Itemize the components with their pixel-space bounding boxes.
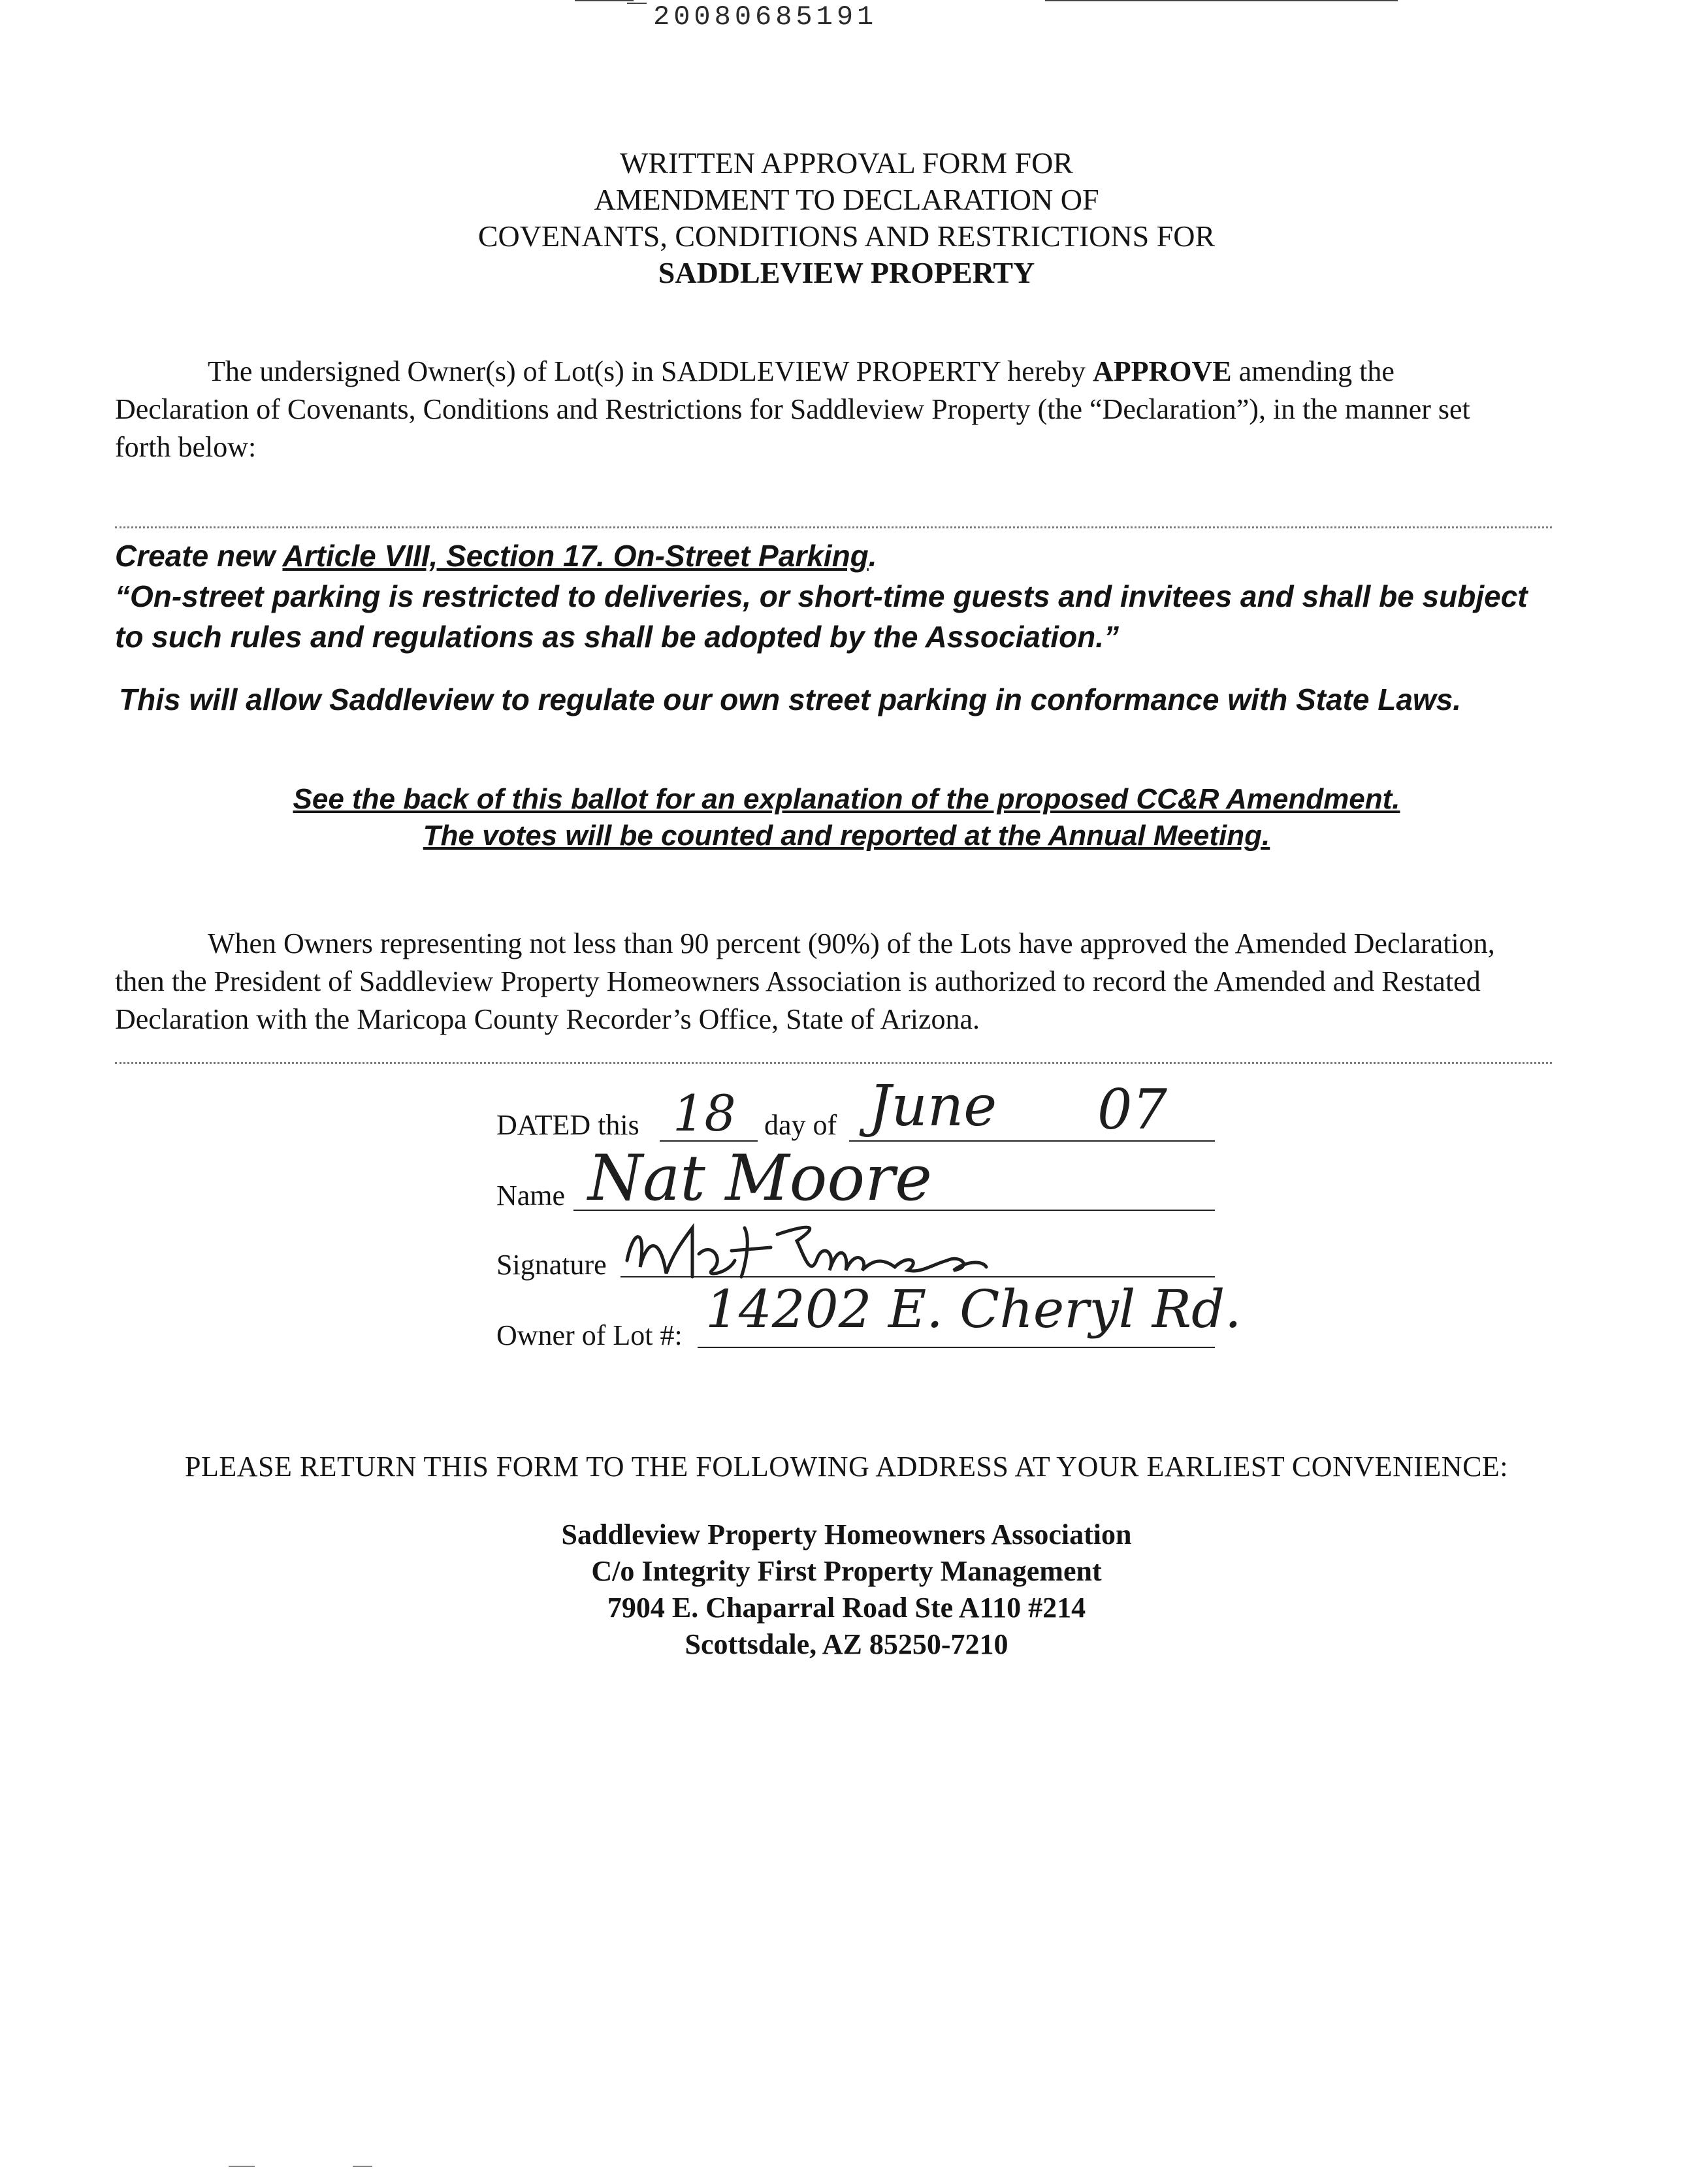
address-line-2: C/o Integrity First Property Management [591,1555,1102,1587]
intro-text-before: The undersigned Owner(s) of Lot(s) in SADDLEVIEW PROPERTY hereby [208,355,1093,387]
lot-value: 14202 E. Cheryl Rd. [705,1279,1242,1340]
top-scan-rule-short [627,3,647,4]
amendment-lead: Create new [115,539,283,573]
day-value: 18 [673,1084,736,1142]
amendment-article: Article VIII, Section 17. On-Street Parking [282,539,869,573]
document-number: 20080685191 [653,1,878,33]
title-line-4: SADDLEVIEW PROPERTY [658,256,1035,289]
signature-label: Signature [496,1249,607,1281]
divider-top [115,526,1552,528]
address-line-3: 7904 E. Chaparral Road Ste A110 #214 [607,1592,1086,1624]
month-value: June [869,1074,997,1139]
title-line-3: COVENANTS, CONDITIONS AND RESTRICTIONS FOR [477,219,1216,253]
address-line-4: Scottsdale, AZ 85250-7210 [685,1628,1008,1660]
intro-paragraph [115,353,1506,466]
amendment-block [115,536,1539,657]
top-scan-rule-left [575,0,634,1]
amendment-purpose: This will allow Saddleview to regulate our own street parking in conformance with State Laws. [119,682,1462,716]
lot-label: Owner of Lot #: [496,1319,683,1351]
return-address [0,1517,1693,1663]
return-heading: PLEASE RETURN THIS FORM TO THE FOLLOWING ADDRESS AT YOUR EARLIEST CONVENIENCE: [184,1451,1509,1483]
dated-label: DATED this [496,1109,639,1141]
ballot-notice [0,781,1693,854]
top-scan-rule-right [1045,0,1398,1]
approval-text: When Owners representing not less than 90 percent (90%) of the Lots have approved the Amended Declaration, then the President of Saddleview Property Homeowners Association is authorized to record the Amended and Restated Declaration with the Maricopa County Recorder’s Office, State of Arizona. [115,927,1495,1035]
lot-line [698,1347,1215,1348]
day-of-label: day of [764,1109,837,1141]
form-title [0,145,1693,291]
amendment-article-line [115,536,1539,576]
year-value: 07 [1097,1078,1167,1142]
notice-line-2: The votes will be counted and reported at the Annual Meeting. [423,820,1270,852]
title-line-1: WRITTEN APPROVAL FORM FOR [620,146,1073,180]
intro-approve: APPROVE [1093,355,1232,387]
name-label: Name [496,1180,566,1212]
notice-line-1: See the back of this ballot for an explanation of the proposed CC&R Amendment. [293,783,1400,815]
amendment-article-end: . [868,539,877,573]
amendment-quote: “On-street parking is restricted to deliveries, or short-time guests and invitees and shall be subject to such rules and regulations as shall be adopted by the Association.” [115,579,1528,654]
name-value: Nat Moore [588,1142,932,1215]
approval-paragraph [115,925,1506,1038]
bottom-scan-mark-1 [229,2166,255,2167]
divider-bottom [115,1062,1552,1064]
title-line-2: AMENDMENT TO DECLARATION OF [594,183,1099,216]
intro-text-after: amending the Declaration of Covenants, Conditions and Restrictions for Saddleview Property (the “Declaration”), in the manner set forth below: [115,355,1470,463]
address-line-1: Saddleview Property Homeowners Association [561,1518,1132,1550]
bottom-scan-mark-2 [353,2166,372,2167]
